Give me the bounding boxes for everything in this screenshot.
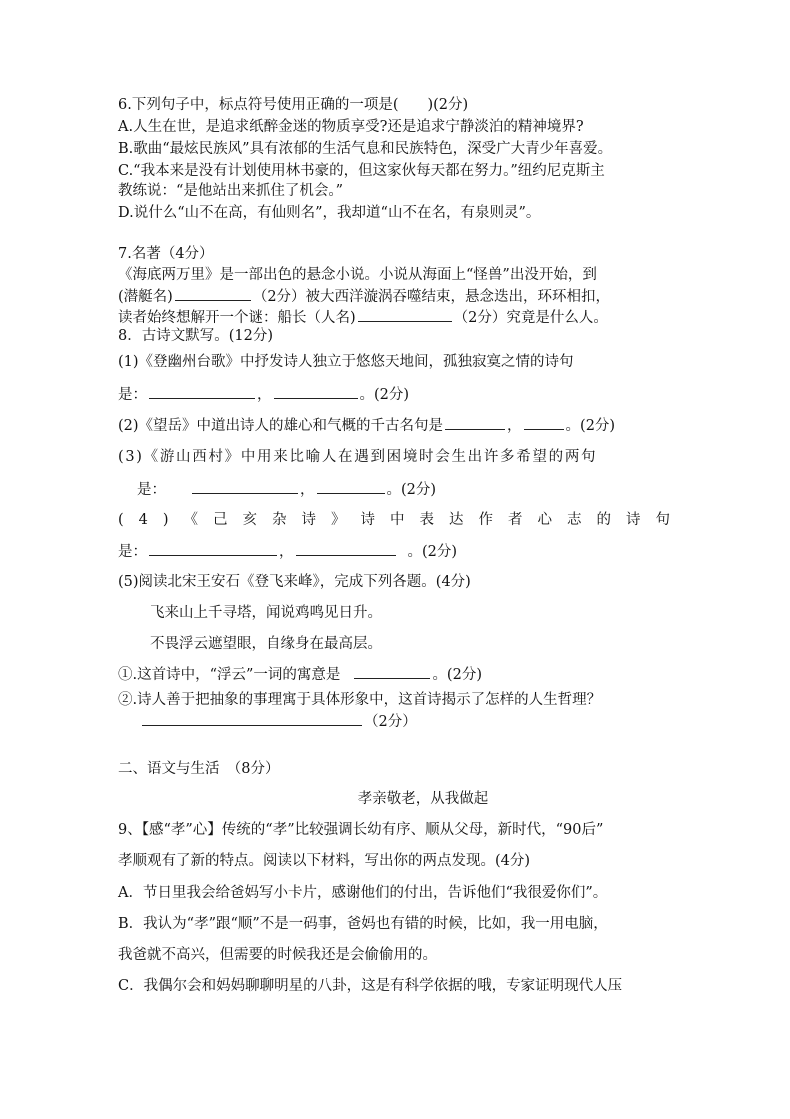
q8-s5: (5)阅读北宋王安石《登飞来峰》，完成下列各题。(4分) xyxy=(118,574,471,590)
q9-material-a: A．节日里我会给爸妈写小卡片，感谢他们的付出，告诉他们“我很爱你们”。 xyxy=(118,885,608,901)
q8-s4-line2 xyxy=(118,542,457,561)
q9-line1: 9、【感“孝”心】传统的“孝”比较强调长幼有序、顺从父母，新时代，“90后” xyxy=(118,822,604,838)
q8-s3-line1: (3)《游山西村》中用来比喻人在遇到困境时会生出许多希望的两句 xyxy=(118,449,598,465)
q6-option-b: B.歌曲“最炫民族风”具有浓郁的生活气息和民族特色，深受广大青少年喜爱。 xyxy=(118,141,613,157)
comma: ， xyxy=(279,544,294,560)
answer-blank[interactable] xyxy=(149,542,277,556)
poem-line2: 不畏浮云遮望眼，自缘身在最高层。 xyxy=(150,636,382,652)
q9-material-b-line2: 我爸就不高兴，但需要的时候我还是会偷偷用的。 xyxy=(118,947,437,963)
q7-line3-label: 读者始终想解开一个谜：船长（人名) xyxy=(118,310,356,326)
q6-option-c-line2: 教练说：“是他站出来抓住了机会。” xyxy=(118,183,344,199)
q6-option-d: D.说什么“山不在高，有仙则名”，我却道“山不在名，有泉则灵”。 xyxy=(118,205,541,221)
q8-s4-score: 。(2分) xyxy=(407,544,458,560)
q8-s3-line2 xyxy=(137,480,436,499)
q9-line2: 孝顺观有了新的特点。阅读以下材料，写出你的两点发现。(4分) xyxy=(118,853,531,869)
q8-s3-score: 。(2分) xyxy=(386,482,437,498)
comma: ， xyxy=(257,387,272,403)
q8-s2 xyxy=(118,416,615,435)
comma: ， xyxy=(300,482,315,498)
answer-blank[interactable] xyxy=(445,416,505,430)
answer-blank[interactable] xyxy=(149,385,255,399)
q6-option-a: A.人生在世，是追求纸醉金迷的物质享受?还是追求宁静淡泊的精神境界? xyxy=(118,119,584,135)
q8-s4-line1: (4)《己亥杂诗》诗中表达作者心志的诗句 xyxy=(118,512,686,528)
q8-p1-prefix: ①.这首诗中，“浮云”一词的寓意是 xyxy=(118,667,341,683)
answer-blank[interactable] xyxy=(192,480,298,494)
q8-p2-answer xyxy=(118,712,417,731)
q8-p1-score: 。(2分) xyxy=(432,667,482,683)
answer-blank[interactable] xyxy=(296,542,396,556)
q8-s1-prefix: 是： xyxy=(118,387,147,403)
q8-p2: ②.诗人善于把抽象的事理寓于具体形象中，这首诗揭示了怎样的人生哲理？ xyxy=(118,692,602,708)
q8-s3-prefix: 是： xyxy=(137,482,166,498)
answer-blank[interactable] xyxy=(175,287,251,301)
answer-blank[interactable] xyxy=(317,480,385,494)
q8-s1-line1: (1)《登幽州台歌》中抒发诗人独立于悠悠天地间，孤独寂寞之情的诗句 xyxy=(118,354,574,370)
q7-line2-rest: （2分）被大西洋漩涡吞噬结束，悬念迭出，环环相扣， xyxy=(252,289,611,305)
q7-title: 7.名著（4分） xyxy=(118,246,214,262)
section2-title: 二、语文与生活 （8分） xyxy=(118,761,280,777)
q8-s1-line2 xyxy=(118,385,409,404)
q8-s1-score: 。(2分) xyxy=(359,387,410,403)
section2-subtitle: 孝亲敬老，从我做起 xyxy=(357,791,489,807)
q8-title: 8．古诗文默写。(12分) xyxy=(118,328,273,344)
q7-line2-label: (潜艇名) xyxy=(118,289,173,305)
answer-blank[interactable] xyxy=(358,308,452,322)
q7-line2 xyxy=(118,287,610,306)
poem-line1: 飞来山上千寻塔，闻说鸡鸣见日升。 xyxy=(150,605,382,621)
q8-s2-score: 。(2分) xyxy=(565,418,616,434)
comma: ， xyxy=(507,418,522,434)
q6-stem: 6.下列句子中，标点符号使用正确的一项是( )(2分) xyxy=(118,97,469,113)
q6-option-c-line1: C.“我本来是没有计划使用林书豪的，但这家伙每天都在努力。”纽约尼克斯主 xyxy=(118,163,605,179)
q8-s4-prefix: 是： xyxy=(118,544,147,560)
q8-p2-score: （2分） xyxy=(364,714,417,730)
q9-material-c: C．我偶尔会和妈妈聊聊明星的八卦，这是有科学依据的哦，专家证明现代人压 xyxy=(118,978,623,994)
answer-blank[interactable] xyxy=(354,665,430,679)
q8-p1 xyxy=(118,665,482,684)
q7-line3-rest: （2分）究竟是什么人。 xyxy=(453,310,608,326)
q7-line1: 《海底两万里》是一部出色的悬念小说。小说从海面上“怪兽”出没开始，到 xyxy=(118,267,597,283)
q8-s2-prefix: (2)《望岳》中道出诗人的雄心和气概的千古名句是 xyxy=(118,418,444,434)
answer-blank[interactable] xyxy=(274,385,358,399)
q7-line3 xyxy=(118,308,608,327)
answer-blank[interactable] xyxy=(142,712,362,726)
answer-blank[interactable] xyxy=(524,416,564,430)
q9-material-b-line1: B．我认为“孝”跟“顺”不是一码事，爸妈也有错的时候，比如，我一用电脑， xyxy=(118,916,608,932)
